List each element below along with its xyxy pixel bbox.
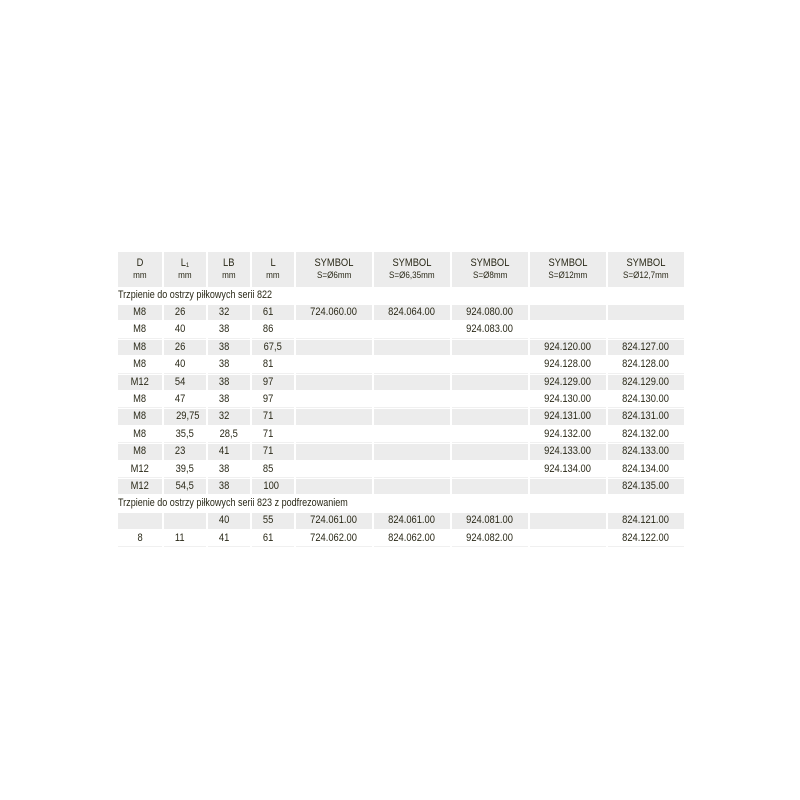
cell-value: 924.120.00 [544,340,592,353]
column-header-d [118,252,162,287]
table-row [118,443,682,460]
cell-lb [208,357,250,373]
table-row [118,356,682,373]
cell-l1 [164,531,206,547]
cell-symbol-8mm [452,375,528,390]
cell-symbol-6-35mm [374,444,450,459]
cell-value: 724.061.00 [310,514,358,527]
column-unit: S=Ø8mm [472,270,508,281]
cell-value: 824.121.00 [622,514,670,527]
cell-value: 61 [262,306,274,318]
cell-value: 32 [218,306,230,318]
cell-symbol-6-35mm [374,305,450,320]
cell-lb [208,305,250,320]
cell-value: 40 [218,514,230,527]
cell-l1 [164,340,206,355]
cell-symbol-12-7mm [608,427,684,443]
cell-value: M8 [133,323,147,336]
cell-symbol-12-7mm [608,322,684,338]
cell-value: 824.129.00 [622,375,670,388]
cell-d [118,462,162,478]
cell-symbol-12-7mm [608,305,684,320]
cell-symbol-6mm [296,305,372,320]
cell-symbol-6-35mm [374,462,450,478]
column-header-l1 [164,252,206,287]
table-row [118,530,682,547]
table-row [118,339,682,356]
cell-lb [208,427,250,443]
cell-symbol-12mm [530,375,606,390]
cell-value: 924.080.00 [466,306,514,318]
cell-symbol-6-35mm [374,409,450,424]
cell-value: 38 [218,392,230,405]
cell-d [118,357,162,373]
cell-symbol-12-7mm [608,462,684,478]
cell-value: 47 [174,392,186,405]
cell-symbol-6mm [296,322,372,338]
cell-value: 81 [262,358,274,371]
table-row [118,408,682,425]
cell-l [252,479,294,494]
cell-l [252,357,294,373]
cell-d [118,427,162,443]
cell-value: 28,5 [219,427,238,440]
cell-symbol-6mm [296,531,372,547]
cell-value: 39,5 [175,462,194,475]
column-title: SYMBOL [626,257,666,269]
cell-symbol-6mm [296,427,372,443]
cell-symbol-6-35mm [374,357,450,373]
cell-symbol-12-7mm [608,531,684,547]
cell-value: 924.082.00 [466,531,514,544]
column-unit: mm [266,270,280,281]
cell-value: 824.135.00 [622,479,670,492]
cell-symbol-6mm [296,357,372,373]
cell-value: M8 [133,340,147,353]
cell-symbol-12mm [530,513,606,528]
cell-value: 824.062.00 [388,531,436,544]
cell-value: 35,5 [175,427,194,440]
column-unit: mm [133,270,147,281]
cell-value: M12 [130,462,150,475]
cell-symbol-6mm [296,479,372,494]
cell-value: 824.134.00 [622,462,670,475]
cell-value: 85 [262,462,274,475]
cell-symbol-12-7mm [608,513,684,528]
cell-symbol-6-35mm [374,392,450,408]
cell-value: 824.131.00 [622,410,670,423]
cell-symbol-8mm [452,427,528,443]
cell-l [252,462,294,478]
cell-value: 824.061.00 [388,514,436,527]
cell-value: 38 [218,375,230,388]
column-header-l [252,252,294,287]
cell-value: M12 [130,479,150,492]
cell-d [118,479,162,494]
cell-lb [208,340,250,355]
cell-symbol-8mm [452,479,528,494]
column-title: LB [223,257,235,269]
cell-value: M8 [133,306,147,318]
table-row [118,512,682,529]
cell-value: 71 [262,445,274,458]
cell-symbol-6mm [296,444,372,459]
cell-value: 41 [218,445,230,458]
cell-value: 824.128.00 [622,358,670,371]
cell-symbol-12-7mm [608,357,684,373]
cell-l1 [164,513,206,528]
table-row [118,374,682,391]
cell-symbol-12-7mm [608,479,684,494]
cell-value: M8 [133,410,147,423]
cell-value: 54 [174,375,186,388]
cell-symbol-12mm [530,479,606,494]
cell-value: 924.129.00 [544,375,592,388]
cell-value: 26 [174,340,186,353]
cell-symbol-12mm [530,392,606,408]
cell-symbol-12mm [530,531,606,547]
cell-value: 38 [218,358,230,371]
table-row [118,304,682,321]
cell-value: 71 [262,427,274,440]
table-row [118,426,682,443]
cell-symbol-8mm [452,305,528,320]
cell-symbol-12mm [530,340,606,355]
cell-value: 824.132.00 [622,427,670,440]
cell-value: 38 [218,323,230,336]
cell-symbol-8mm [452,513,528,528]
cell-value: 924.132.00 [544,427,592,440]
cell-symbol-8mm [452,444,528,459]
column-title: L [270,257,276,269]
cell-symbol-6-35mm [374,322,450,338]
cell-symbol-8mm [452,340,528,355]
cell-value: 724.060.00 [310,306,358,318]
cell-symbol-6mm [296,340,372,355]
cell-value: 55 [262,514,274,527]
cell-lb [208,479,250,494]
cell-d [118,444,162,459]
cell-value: M8 [133,358,147,371]
cell-d [118,375,162,390]
cell-value: 29,75 [176,410,200,423]
cell-value: 54,5 [175,479,194,492]
section-title: Trzpienie do ostrzy piłkowych serii 823 z podfrezowaniem [118,497,348,510]
product-table [118,252,682,547]
cell-l1 [164,444,206,459]
cell-value: 824.064.00 [388,306,436,318]
cell-d [118,531,162,547]
cell-symbol-6mm [296,462,372,478]
table-header [118,252,682,287]
cell-d [118,340,162,355]
column-title: D [136,257,144,269]
cell-lb [208,462,250,478]
cell-symbol-12mm [530,305,606,320]
cell-value: 71 [262,410,274,423]
cell-value: 23 [174,445,186,458]
cell-symbol-12mm [530,322,606,338]
cell-value: 924.083.00 [466,323,514,336]
cell-l [252,340,294,355]
cell-l1 [164,375,206,390]
column-title: SYMBOL [548,257,588,269]
cell-symbol-6mm [296,375,372,390]
cell-l [252,409,294,424]
table-row [118,391,682,408]
cell-symbol-6-35mm [374,375,450,390]
column-header-symbol-12mm [530,252,606,287]
cell-l [252,513,294,528]
cell-value: 824.122.00 [622,531,670,544]
table-row [118,321,682,338]
cell-l1 [164,392,206,408]
cell-value: 97 [262,375,274,388]
cell-l1 [164,322,206,338]
cell-value: 38 [218,479,230,492]
cell-symbol-12-7mm [608,409,684,424]
column-unit: S=Ø6,35mm [389,270,435,281]
cell-value: 924.081.00 [466,514,514,527]
cell-symbol-6mm [296,392,372,408]
cell-symbol-12mm [530,357,606,373]
cell-value: 11 [174,531,185,544]
cell-symbol-8mm [452,531,528,547]
cell-lb [208,392,250,408]
cell-d [118,305,162,320]
cell-value: 100 [263,479,279,492]
column-header-symbol-12-7mm [608,252,684,287]
cell-symbol-8mm [452,357,528,373]
cell-symbol-6-35mm [374,513,450,528]
cell-value: 41 [218,531,230,544]
cell-symbol-8mm [452,392,528,408]
cell-symbol-6mm [296,513,372,528]
cell-value: 97 [262,392,274,405]
cell-value: M8 [133,392,147,405]
column-unit: S=Ø12,7mm [623,270,669,281]
cell-symbol-6-35mm [374,427,450,443]
cell-value: 924.130.00 [544,392,592,405]
column-unit: mm [222,270,236,281]
cell-l [252,531,294,547]
cell-value: 8 [137,531,143,544]
cell-value: 67,5 [263,340,282,353]
cell-l1 [164,305,206,320]
cell-l [252,444,294,459]
cell-value: 924.131.00 [544,410,592,423]
column-title: L₁ [180,257,190,269]
cell-l1 [164,462,206,478]
cell-lb [208,409,250,424]
cell-symbol-12mm [530,427,606,443]
column-unit: mm [178,270,192,281]
column-header-lb [208,252,250,287]
cell-l [252,427,294,443]
cell-l1 [164,427,206,443]
cell-symbol-8mm [452,322,528,338]
cell-l1 [164,479,206,494]
table-row [118,478,682,495]
cell-l [252,322,294,338]
cell-symbol-6-35mm [374,479,450,494]
cell-value: 40 [174,358,186,371]
cell-value: 824.133.00 [622,445,670,458]
cell-value: 26 [174,306,186,318]
section-title: Trzpienie do ostrzy piłkowych serii 822 [118,289,273,301]
cell-symbol-12-7mm [608,340,684,355]
cell-value: 924.128.00 [544,358,592,371]
cell-l1 [164,409,206,424]
cell-symbol-6-35mm [374,531,450,547]
table-row [118,461,682,478]
cell-l [252,375,294,390]
column-title: SYMBOL [392,257,432,269]
cell-value: M8 [133,427,147,440]
cell-symbol-6-35mm [374,340,450,355]
cell-d [118,513,162,528]
column-title: SYMBOL [314,257,354,269]
cell-value: 38 [218,340,230,353]
cell-symbol-12-7mm [608,392,684,408]
cell-l [252,392,294,408]
cell-d [118,322,162,338]
cell-symbol-8mm [452,409,528,424]
cell-value: 824.130.00 [622,392,670,405]
cell-value: 38 [218,462,230,475]
cell-value: 724.062.00 [310,531,358,544]
column-unit: S=Ø6mm [316,270,352,281]
cell-lb [208,375,250,390]
cell-symbol-12mm [530,462,606,478]
cell-symbol-12-7mm [608,375,684,390]
cell-value: 32 [218,410,230,423]
column-header-symbol-8mm [452,252,528,287]
cell-value: 924.134.00 [544,462,592,475]
cell-symbol-8mm [452,462,528,478]
cell-value: 40 [174,323,186,336]
cell-symbol-6mm [296,409,372,424]
cell-lb [208,444,250,459]
column-title: SYMBOL [470,257,510,269]
column-unit: S=Ø12mm [548,270,588,281]
cell-l1 [164,357,206,373]
cell-value: 824.127.00 [622,340,670,353]
cell-d [118,392,162,408]
cell-symbol-12mm [530,409,606,424]
cell-value: M8 [133,445,147,458]
cell-l [252,305,294,320]
cell-value: 61 [262,531,274,544]
column-header-symbol-6mm [296,252,372,287]
cell-symbol-12mm [530,444,606,459]
cell-value: 86 [262,323,274,336]
column-header-symbol-6-35mm [374,252,450,287]
cell-lb [208,513,250,528]
cell-symbol-12-7mm [608,444,684,459]
cell-lb [208,322,250,338]
cell-lb [208,531,250,547]
cell-value: 924.133.00 [544,445,592,458]
cell-value: M12 [130,375,150,388]
cell-d [118,409,162,424]
